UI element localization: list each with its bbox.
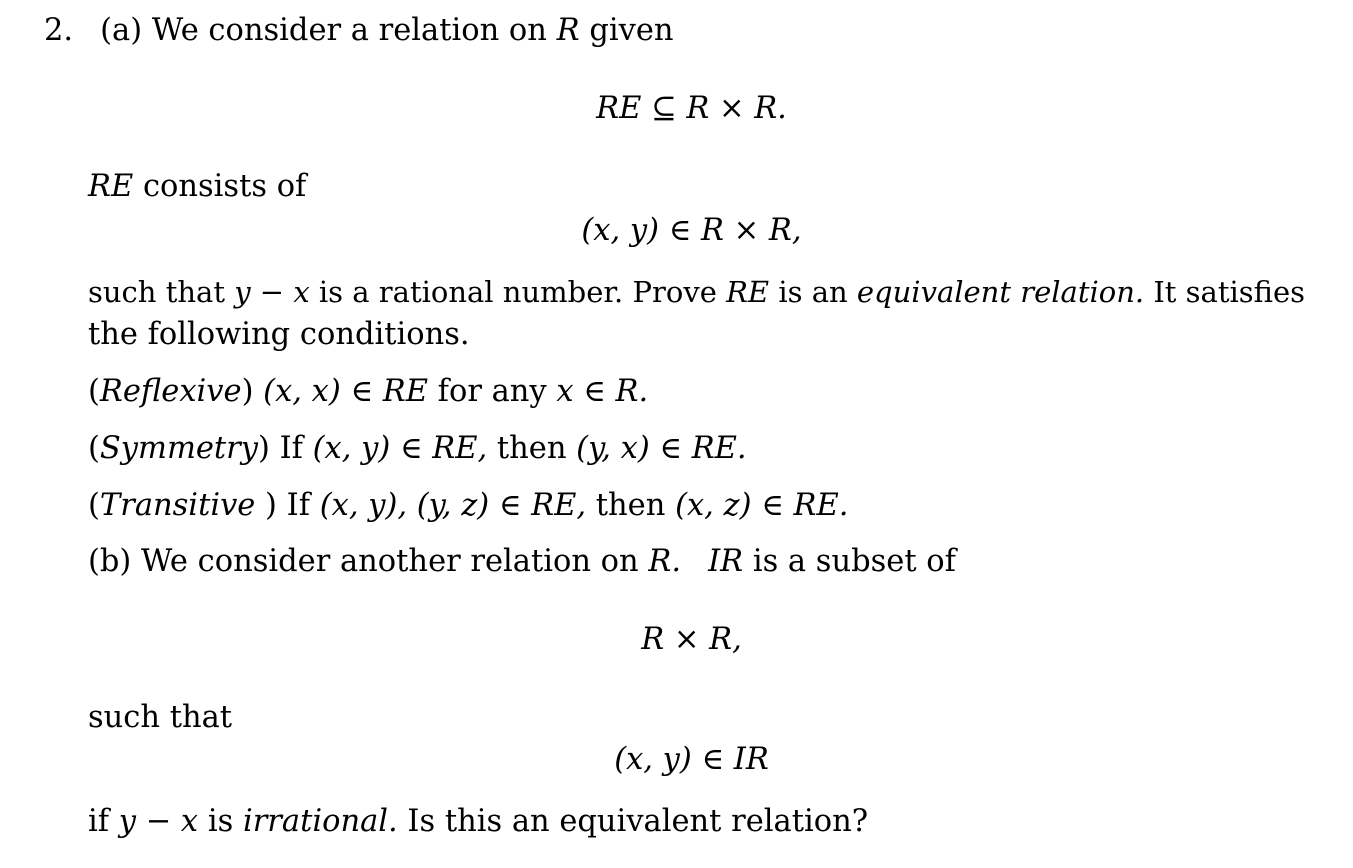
condition-pre: such that — [88, 275, 225, 309]
final-is: is — [207, 804, 234, 839]
relation-IR: IR — [708, 544, 744, 579]
final-question: Is this an equivalent relation? — [407, 804, 869, 839]
condition-end: It satisfies — [1153, 275, 1306, 309]
set-R: R. — [648, 544, 682, 579]
part-a-intro-end: given — [589, 13, 674, 48]
condition-line-2 — [88, 317, 470, 352]
symmetry-condition: (Symmetry) If (x, y) ∈ RE, then (y, x) ∈ RE. — [88, 431, 747, 466]
part-a-intro-text: We consider a relation on — [151, 13, 547, 48]
such-that-text: such that — [88, 700, 233, 735]
subset-symbol: ⊆ — [651, 91, 677, 126]
reflexive-expr: (x, x) ∈ RE — [263, 374, 428, 409]
symmetry-label: Symmetry — [99, 431, 258, 466]
transitive-condition: (Transitive ) If (x, y), (y, z) ∈ RE, then (x, z) ∈ RE. — [88, 488, 849, 523]
part-b-intro-line — [88, 544, 956, 579]
pair-xy: (x, y) — [581, 213, 660, 248]
display-equation-pair — [0, 213, 1353, 248]
condition-is: is an — [778, 275, 848, 309]
cartesian-product: R × R, — [701, 213, 802, 248]
reflexive-expr2: x ∈ R. — [556, 374, 649, 409]
reflexive-label: Reflexive — [99, 374, 242, 409]
display-equation-subset — [0, 91, 1353, 126]
symmetry-expr: (x, y) ∈ RE, — [312, 431, 488, 466]
cartesian-product: R × R, — [641, 622, 742, 657]
condition-mid: is a rational number. Prove — [318, 275, 717, 309]
transitive-if: If — [286, 488, 311, 523]
equivalent-relation-term: equivalent relation. — [856, 275, 1145, 309]
relation-IR: IR — [733, 742, 769, 777]
condition-line2-text: the following conditions. — [88, 317, 470, 352]
symmetry-then: then — [496, 431, 567, 466]
part-b-label: (b) — [88, 544, 132, 579]
consists-line — [88, 169, 307, 204]
subset-text: is a subset of — [752, 544, 956, 579]
display-equation-product — [0, 622, 1353, 657]
relation-RE: RE — [596, 91, 642, 126]
element-symbol: ∈ — [668, 213, 692, 248]
part-a-intro-line — [44, 13, 674, 48]
problem-number: 2. — [44, 13, 74, 48]
difference-expr: y − x — [118, 804, 199, 839]
part-b-intro-text: We consider another relation on — [141, 544, 639, 579]
display-equation-IR — [0, 742, 1353, 777]
transitive-label: Transitive — [99, 488, 256, 523]
such-that-line — [88, 700, 233, 735]
pair-xy: (x, y) — [614, 742, 692, 777]
final-pre: if — [88, 804, 110, 839]
condition-line — [88, 275, 1306, 309]
cartesian-product: R × R. — [686, 91, 787, 126]
irrational-term: irrational. — [242, 804, 398, 839]
relation-RE: RE — [88, 169, 134, 204]
final-question-line — [88, 804, 869, 839]
transitive-expr: (x, y), (y, z) ∈ RE, — [319, 488, 587, 523]
element-symbol: ∈ — [701, 742, 725, 777]
relation-RE: RE — [726, 275, 770, 309]
transitive-then: then — [595, 488, 666, 523]
set-R: R — [556, 13, 580, 48]
part-a-label: (a) — [100, 13, 143, 48]
symmetry-if: If — [279, 431, 303, 466]
reflexive-text: for any — [437, 374, 547, 409]
reflexive-condition: (Reflexive) (x, x) ∈ RE for any x ∈ R. — [88, 374, 649, 409]
difference-expr: y − x — [234, 275, 310, 309]
consists-text: consists of — [142, 169, 307, 204]
symmetry-expr2: (y, x) ∈ RE. — [576, 431, 747, 466]
transitive-expr2: (x, z) ∈ RE. — [675, 488, 849, 523]
